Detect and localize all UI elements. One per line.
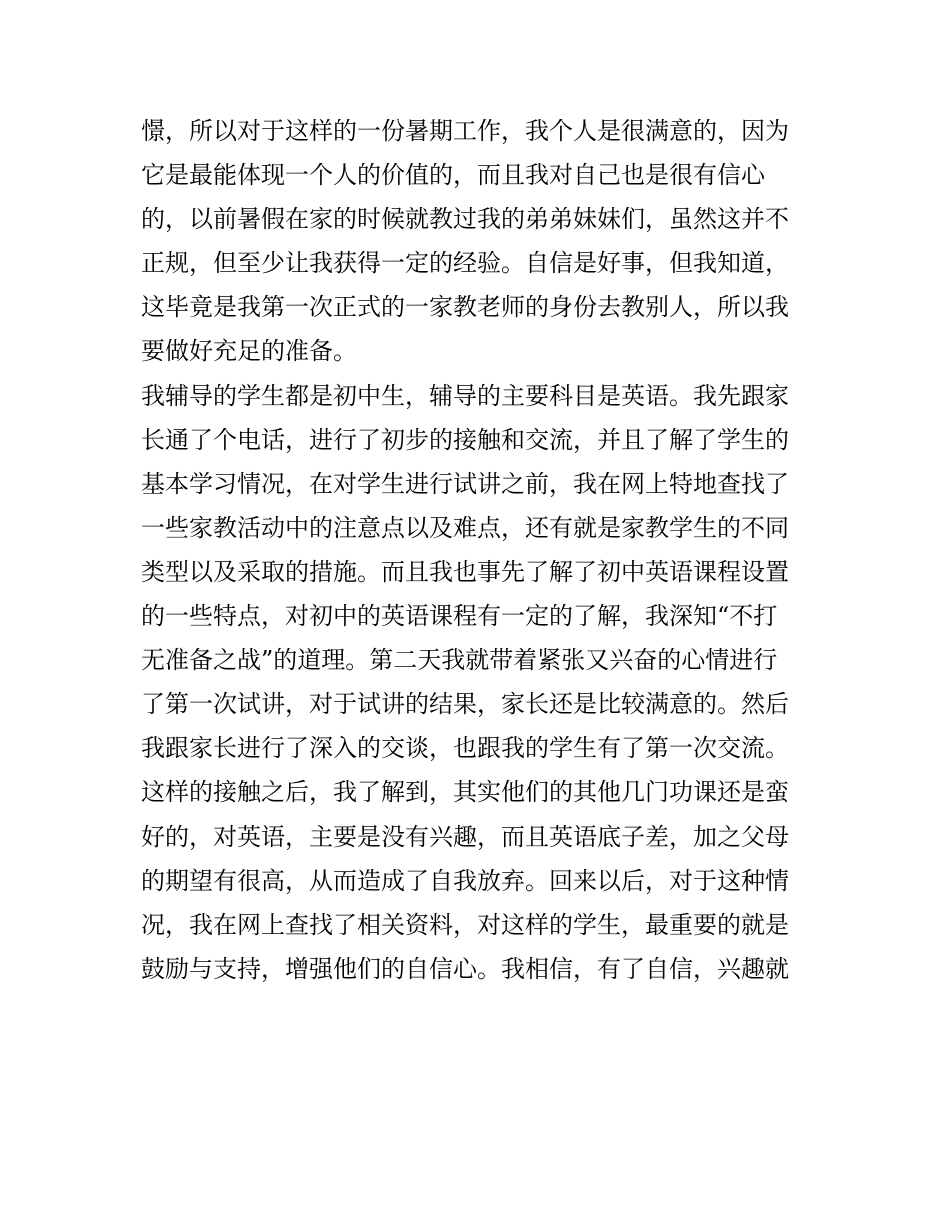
text-line: 一些家教活动中的注意点以及难点，还有就是家教学生的不同 (141, 513, 789, 542)
text-line: 憬，所以对于这样的一份暑期工作，我个人是很满意的，因为 (141, 117, 789, 145)
text-line: 正规，但至少让我获得一定的经验。自信是好事，但我知道， (141, 249, 789, 278)
text-line: 的一些特点，对初中的英语课程有一定的了解，我深知“不打 (141, 602, 778, 631)
text-line: 基本学习情况，在对学生进行试讲之前，我在网上特地查找了 (141, 469, 789, 498)
text-line: 况，我在网上查找了相关资料，对这样的学生，最重要的就是 (141, 910, 789, 939)
text-line: 这毕竟是我第一次正式的一家教老师的身份去教别人，所以我 (141, 293, 789, 322)
text-line: 类型以及采取的措施。而且我也事先了解了初中英语课程设置 (141, 557, 789, 586)
text-line: 鼓励与支持，增强他们的自信心。我相信，有了自信，兴趣就 (141, 954, 789, 983)
body-text (141, 109, 821, 991)
text-line: 我跟家长进行了深入的交谈，也跟我的学生有了第一次交流。 (141, 734, 789, 763)
text-line: 这样的接触之后，我了解到，其实他们的其他几门功课还是蛮 (141, 778, 789, 807)
text-line: 要做好充足的准备。 (141, 337, 357, 366)
text-line: 的期望有很高，从而造成了自我放弃。回来以后，对于这种情 (141, 866, 789, 895)
text-line: 了第一次试讲，对于试讲的结果，家长还是比较满意的。然后 (141, 690, 789, 719)
text-line: 的，以前暑假在家的时候就教过我的弟弟妹妹们，虽然这并不 (141, 205, 789, 234)
text-line: 无准备之战”的道理。第二天我就带着紧张又兴奋的心情进行 (141, 646, 778, 675)
text-line: 我辅导的学生都是初中生，辅导的主要科目是英语。我先跟家 (141, 381, 789, 410)
text-line: 好的，对英语，主要是没有兴趣，而且英语底子差，加之父母 (141, 822, 789, 851)
text-line: 长通了个电话，进行了初步的接触和交流，并且了解了学生的 (141, 425, 789, 454)
text-line: 它是最能体现一个人的价值的，而且我对自己也是很有信心 (141, 161, 765, 190)
